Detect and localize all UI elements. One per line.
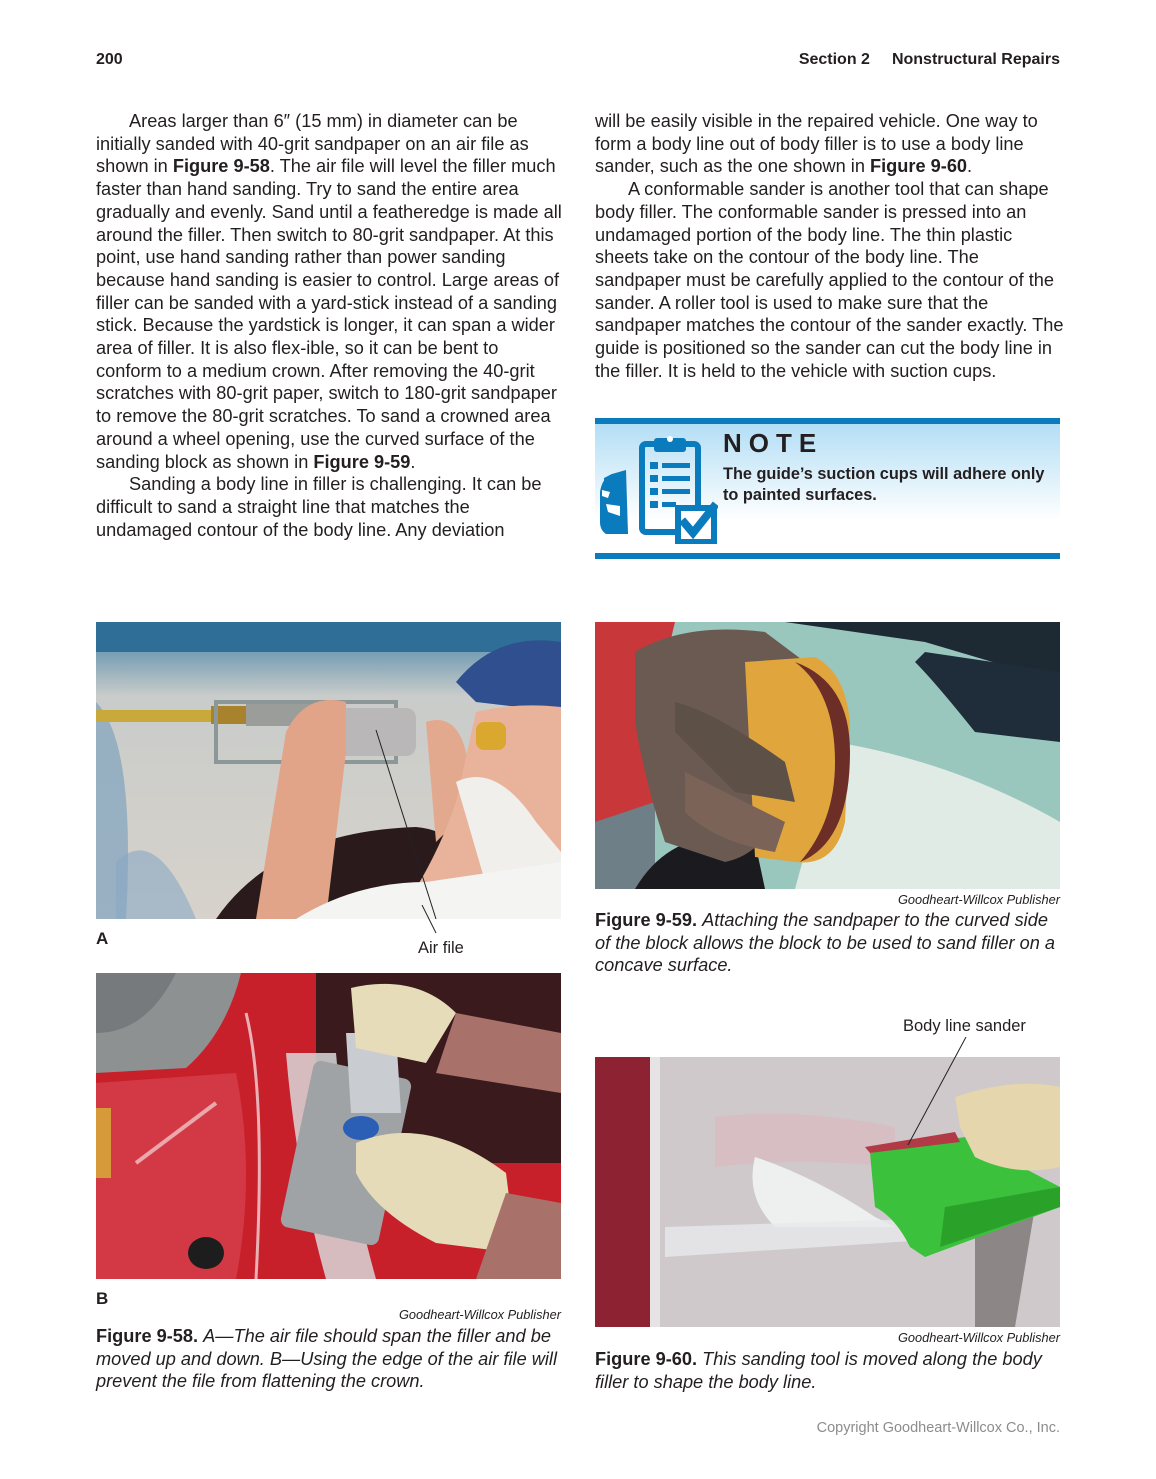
body-text-right-column bbox=[595, 110, 1065, 382]
body-line-sander-callout: Body line sander bbox=[903, 1017, 1026, 1035]
section-title: Nonstructural Repairs bbox=[891, 51, 1060, 68]
figure-9-60-photo bbox=[595, 1057, 1060, 1327]
note-box bbox=[595, 418, 1060, 559]
figure-label: Figure 9-60. bbox=[595, 1349, 698, 1369]
caption-text: A—The air file should span the filler and be moved up and down. B—Using the edge of the air file will prevent the file from flattening the crown. bbox=[96, 1326, 558, 1392]
figure-reference: Figure 9-60 bbox=[870, 156, 968, 177]
figure-9-59-caption bbox=[595, 909, 1065, 977]
paragraph-text: . The air file will level the filler much faster than hand sanding. Try to sand the entire area gradually and evenly. Sand until a featheredge is made all around the filler. Then switch to 80-grit sandpaper. At this point, use hand sanding rather than power sanding because hand sanding is easier to control. Large areas of filler can be sanded with a yard-stick instead of a sanding stick. Because the yardstick is longer, it can span a wider area of filler. It is also flex-ible, so it can be bent to conform to a medium crown. After removing the 40-grit scratches with 80-grit paper, switch to 180-grit sandpaper to remove the 80-grit scratches. To sand a crowned area around a wheel opening, use the curved surface of the sanding block as shown in bbox=[96, 156, 562, 472]
figure-9-58b-photo bbox=[96, 973, 561, 1279]
figure-reference: Figure 9-59 bbox=[313, 451, 411, 472]
figure-9-59-photo bbox=[595, 622, 1060, 889]
figure-reference: Figure 9-58 bbox=[172, 156, 270, 177]
figure-9-58b-letter: B bbox=[96, 1289, 109, 1308]
figure-label: Figure 9-59. bbox=[595, 910, 698, 930]
figure-label: Figure 9-58. bbox=[96, 1326, 199, 1346]
note-bottom-rule bbox=[595, 553, 1060, 559]
note-title: NOTE bbox=[723, 428, 824, 458]
caption-text: Attaching the sandpaper to the curved side of the block allows the block to be used to sand filler on a concave surface. bbox=[595, 910, 1056, 976]
paragraph-air-file bbox=[96, 110, 566, 473]
paragraph-body-line: Sanding a body line in filler is challenging. It can be difficult to sand a straight line that matches the undamaged contour of the body line. Any deviation bbox=[96, 474, 542, 540]
figure-9-59-credit: Goodheart-Willcox Publisher bbox=[897, 892, 1060, 907]
body-line-sander-leader-line bbox=[900, 1037, 970, 1149]
copyright-notice: Copyright Goodheart-Willcox Co., Inc. bbox=[816, 1420, 1060, 1436]
paragraph-text: . bbox=[967, 156, 973, 177]
air-file-leader-line bbox=[420, 905, 440, 935]
paragraph-text: will be easily visible in the repaired vehicle. One way to form a body line out of body filler is to use a body line sander, such as the one shown in bbox=[595, 111, 1038, 177]
paragraph-conformable-sander: A conformable sander is another tool that can shape body filler. The conformable sander is pressed into an undamaged portion of the body line. The thin plastic sheets take on the contour of the body line. The sandpaper must be carefully applied to the contour of the sander. A roller tool is used to make sure that the sandpaper matches the contour of the sander exactly. The guide is positioned so the sander can cut the body line in the filler. It is held to the vehicle with suction cups. bbox=[595, 179, 1064, 381]
figure-9-58-caption bbox=[96, 1325, 566, 1393]
section-number: Section 2 bbox=[798, 51, 870, 68]
paragraph-continued bbox=[595, 110, 1065, 178]
paragraph-text: . bbox=[410, 451, 416, 472]
running-header bbox=[799, 51, 1060, 69]
figure-9-60-caption bbox=[595, 1348, 1065, 1393]
page-number: 200 bbox=[96, 51, 123, 68]
clipboard-checklist-car-icon bbox=[598, 434, 718, 544]
body-text-left-column bbox=[96, 110, 566, 541]
figure-9-58a-letter: A bbox=[96, 929, 109, 948]
paragraph-text: Areas larger than 6″ (15 mm) in diameter can be initially sanded with 40-grit sandpaper on an air file as shown in bbox=[96, 111, 529, 177]
caption-text: This sanding tool is moved along the body filler to shape the body line. bbox=[595, 1349, 1042, 1392]
air-file-callout: Air file bbox=[418, 939, 464, 957]
figure-9-58-credit: Goodheart-Willcox Publisher bbox=[398, 1307, 561, 1322]
figure-9-58a-photo bbox=[96, 622, 561, 919]
figure-9-60-credit: Goodheart-Willcox Publisher bbox=[897, 1330, 1060, 1345]
note-text: The guide’s suction cups will adhere only to painted surfaces. bbox=[723, 465, 1045, 504]
